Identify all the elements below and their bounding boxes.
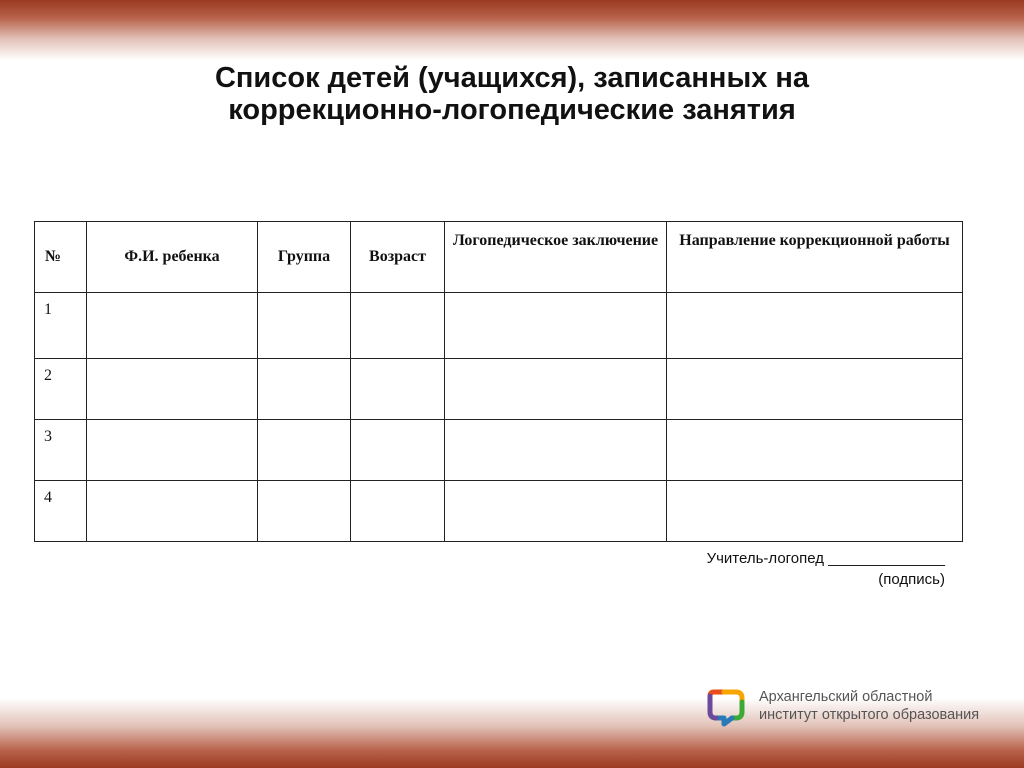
cell-correction-direction[interactable]: [667, 293, 963, 359]
cell-child-name[interactable]: [87, 293, 258, 359]
cell-number: 4: [35, 481, 87, 542]
signature-line: Учитель-логопед ______________: [706, 550, 945, 567]
cell-age[interactable]: [351, 293, 445, 359]
signature-caption: (подпись): [878, 571, 945, 588]
cell-number: 1: [35, 293, 87, 359]
cell-correction-direction[interactable]: [667, 481, 963, 542]
top-gradient-band: [0, 0, 1024, 60]
header-correction-direction: Направление коррекционной работы: [667, 222, 963, 293]
page-title: [60, 62, 964, 126]
logo-text: [759, 688, 979, 724]
cell-speech-conclusion[interactable]: [445, 420, 667, 481]
header-group: Группа: [258, 222, 351, 293]
cell-group[interactable]: [258, 481, 351, 542]
cell-age[interactable]: [351, 420, 445, 481]
cell-group[interactable]: [258, 293, 351, 359]
cell-number: 2: [35, 359, 87, 420]
table-row: [35, 293, 963, 359]
table-row: [35, 481, 963, 542]
cell-correction-direction[interactable]: [667, 420, 963, 481]
header-age: Возраст: [351, 222, 445, 293]
cell-speech-conclusion[interactable]: [445, 359, 667, 420]
logo-text-line-2: институт открытого образования: [759, 707, 980, 723]
header-number: №: [35, 222, 87, 293]
header-speech-conclusion: Логопедическое заключение: [445, 222, 667, 293]
cell-child-name[interactable]: [87, 481, 258, 542]
signature-block: [600, 548, 945, 590]
header-child-name: Ф.И. ребенка: [87, 222, 258, 293]
cell-age[interactable]: [351, 359, 445, 420]
table-row: [35, 359, 963, 420]
cell-age[interactable]: [351, 481, 445, 542]
cell-speech-conclusion[interactable]: [445, 481, 667, 542]
logo-text-line-1: Архангельский областной: [759, 689, 933, 705]
institute-logo: [704, 688, 1024, 728]
speech-bubble-logo-icon: [704, 688, 748, 728]
table-row: [35, 420, 963, 481]
cell-child-name[interactable]: [87, 359, 258, 420]
students-table: [34, 221, 963, 542]
cell-correction-direction[interactable]: [667, 359, 963, 420]
cell-number: 3: [35, 420, 87, 481]
cell-speech-conclusion[interactable]: [445, 293, 667, 359]
cell-group[interactable]: [258, 359, 351, 420]
cell-group[interactable]: [258, 420, 351, 481]
title-line-2: коррекционно-логопедические занятия: [228, 94, 796, 126]
table-header-row: [35, 222, 963, 293]
title-line-1: Список детей (учащихся), записанных на: [214, 62, 810, 94]
cell-child-name[interactable]: [87, 420, 258, 481]
